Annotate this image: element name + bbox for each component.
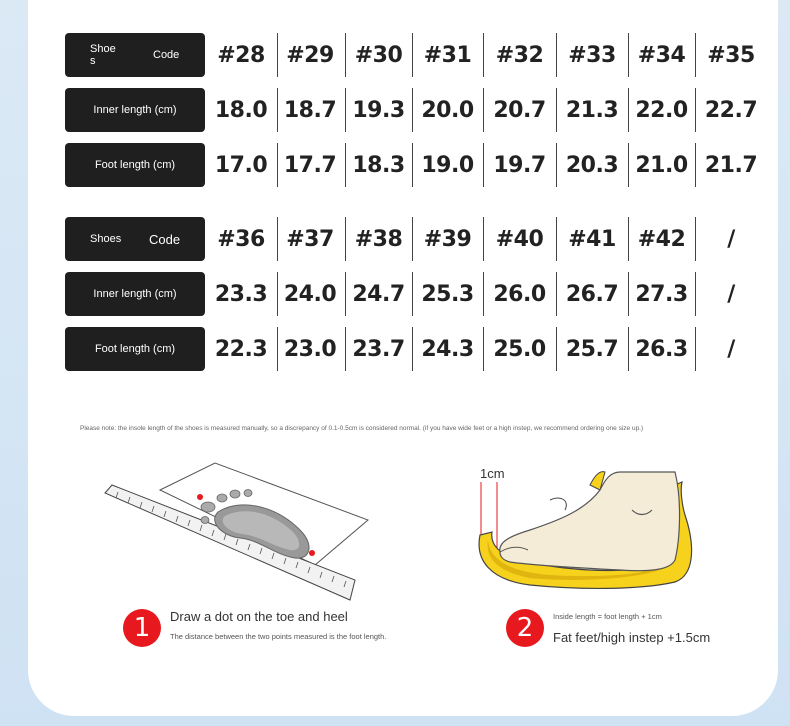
size-cell: /	[727, 226, 735, 252]
row-header-label-code: Code	[153, 49, 180, 61]
row-header: Foot length (cm)	[65, 327, 205, 371]
size-cell: 22.3	[214, 336, 268, 362]
size-cell: 24.7	[352, 281, 405, 307]
size-cell: #38	[354, 226, 403, 252]
size-cell: #39	[423, 226, 472, 252]
size-cell: 17.7	[283, 152, 337, 178]
size-cell: #35	[707, 42, 755, 68]
size-cell: 26.3	[635, 336, 688, 362]
size-cell: 18.7	[283, 97, 337, 123]
size-cell: 19.3	[352, 97, 405, 123]
table2-row-shoes-code	[65, 217, 735, 261]
size-cell: 19.0	[421, 152, 474, 178]
size-cell: 26.0	[493, 281, 546, 307]
row-header-label-shoes: Shoes	[90, 233, 122, 245]
size-cell: 24.0	[283, 281, 337, 307]
size-cell: 19.7	[493, 152, 546, 178]
size-cell: #29	[286, 42, 334, 68]
size-cell: 18.3	[352, 152, 405, 178]
step-2-badge: 2	[506, 609, 544, 647]
size-cell: 24.3	[421, 336, 474, 362]
row-header-label-shoes: Shoe s	[90, 43, 116, 67]
table2-row-inner-length	[65, 272, 735, 316]
step-1-subtitle: The distance between the two points measured is the foot length.	[170, 632, 387, 641]
size-cell: 22.7	[704, 97, 758, 123]
size-cell: #42	[637, 226, 686, 252]
size-cell: #41	[568, 226, 616, 252]
row-header: Inner length (cm)	[65, 88, 205, 132]
size-cell: 21.0	[635, 152, 688, 178]
size-cell: #33	[568, 42, 616, 68]
size-cell: #28	[217, 42, 265, 68]
foot-ruler-illustration	[100, 460, 370, 610]
size-cell: 20.3	[565, 152, 619, 178]
size-cell: 20.7	[493, 97, 546, 123]
step-2-formula: Inside length = foot length + 1cm	[553, 612, 662, 621]
table2-row-foot-length	[65, 327, 735, 371]
size-cell: 21.7	[704, 152, 758, 178]
row-header: Foot length (cm)	[65, 143, 205, 187]
table1-row-foot-length	[65, 143, 758, 187]
size-cell: #32	[495, 42, 544, 68]
step-2-title: Fat feet/high instep +1.5cm	[553, 630, 711, 645]
toe-dot-icon	[197, 494, 203, 500]
size-cell: 22.0	[635, 97, 688, 123]
heel-dot-icon	[309, 550, 315, 556]
step-1-badge: 1	[123, 609, 161, 647]
size-cell: 25.7	[565, 336, 619, 362]
measure-label: 1cm	[480, 466, 505, 481]
table1-row-shoes-code	[65, 33, 755, 77]
size-cell: 17.0	[214, 152, 268, 178]
row-header	[65, 217, 205, 261]
size-cell: 18.0	[214, 97, 268, 123]
size-cell: #34	[637, 42, 686, 68]
size-cell: #30	[354, 42, 403, 68]
size-cell: 25.0	[493, 336, 546, 362]
size-cell: #31	[423, 42, 472, 68]
size-cell: #37	[286, 226, 334, 252]
foot-insole-illustration	[470, 460, 700, 600]
size-cell: #40	[495, 226, 544, 252]
measurement-note: Please note: the insole length of the shoes is measured manually, so a discrepancy of 0.1-0.5cm is considered normal. (if you have wide feet or a high instep, we recommend ordering one size up.)	[80, 425, 644, 432]
size-cell: 21.3	[565, 97, 619, 123]
size-cell: 23.3	[214, 281, 268, 307]
size-cell: 23.7	[352, 336, 405, 362]
size-cell: 26.7	[565, 281, 619, 307]
row-header: Inner length (cm)	[65, 272, 205, 316]
step-1-title: Draw a dot on the toe and heel	[170, 609, 348, 624]
size-cell: 25.3	[421, 281, 474, 307]
size-cell: /	[727, 281, 735, 307]
row-header	[65, 33, 205, 77]
size-cell: #36	[217, 226, 265, 252]
table1-row-inner-length	[65, 88, 758, 132]
row-header-label-code: Code	[149, 231, 181, 247]
size-cell: 20.0	[421, 97, 474, 123]
size-cell: 27.3	[635, 281, 688, 307]
size-cell: /	[727, 336, 735, 362]
foot-icon	[500, 472, 680, 571]
size-cell: 23.0	[283, 336, 337, 362]
